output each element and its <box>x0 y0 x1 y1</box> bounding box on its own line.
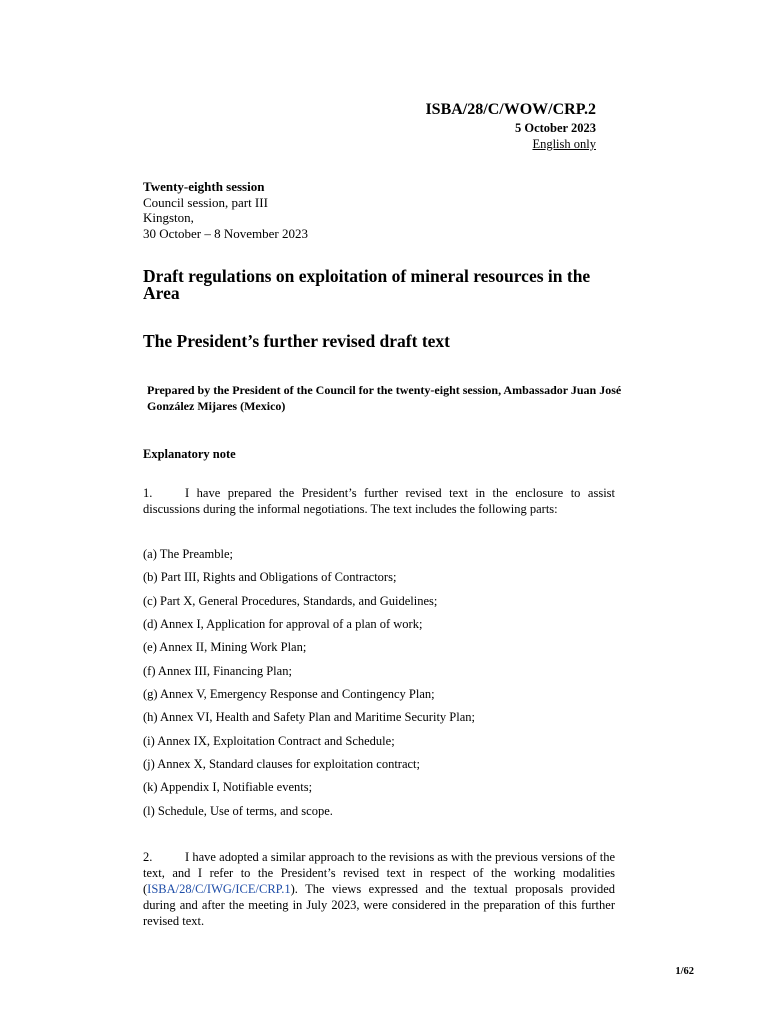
list-item: (f) Annex III, Financing Plan; <box>143 663 292 678</box>
list-item: (b) Part III, Rights and Obligations of Contractors; <box>143 570 397 585</box>
document-header <box>425 100 596 152</box>
document-reference-link[interactable]: ISBA/28/C/IWG/ICE/CRP.1 <box>147 882 291 896</box>
explanatory-note-heading: Explanatory note <box>143 447 236 461</box>
list-item: (h) Annex VI, Health and Safety Plan and Maritime Security Plan; <box>143 710 475 725</box>
list-item: (j) Annex X, Standard clauses for exploitation contract; <box>143 757 421 772</box>
parts-list <box>143 546 475 826</box>
paragraph-number: 2. <box>143 850 153 864</box>
paragraph-text-after-link: ). The views expressed and the textual proposals provided during and after the meeting in July 2023, were considered in the preparation of this further revised text. <box>143 882 615 928</box>
session-place: Kingston, <box>143 210 194 225</box>
language-note: English only <box>532 137 596 151</box>
paragraph-number: 1. <box>143 486 153 500</box>
document-title: Draft regulations on exploitation of mineral resources in the Area <box>143 266 591 303</box>
paragraph-1 <box>143 485 615 517</box>
session-info <box>143 179 308 241</box>
page-number: 1/62 <box>675 966 694 977</box>
paragraph-text-before-link: I have adopted a similar approach to the revisions as with the previous versions of the text, and I refer to the President’s revised text in respect of the working modalities ( <box>143 850 615 896</box>
paragraph-2 <box>143 849 615 929</box>
list-item: (g) Annex V, Emergency Response and Contingency Plan; <box>143 687 435 702</box>
paragraph-text: I have prepared the President’s further revised text in the enclosure to assist discussions during the informal negotiations. The text includes the following parts: <box>143 486 615 516</box>
list-item: (d) Annex I, Application for approval of a plan of work; <box>143 617 423 632</box>
list-item: (l) Schedule, Use of terms, and scope. <box>143 803 333 818</box>
session-dates: 30 October – 8 November 2023 <box>143 225 308 241</box>
list-item: (a) The Preamble; <box>143 547 234 561</box>
list-item: (k) Appendix I, Notifiable events; <box>143 780 313 795</box>
list-item: (i) Annex IX, Exploitation Contract and Schedule; <box>143 733 395 748</box>
prepared-by: Prepared by the President of the Council for the twenty-eight session, Ambassador Juan José González Mijares (Mexico) <box>147 383 622 413</box>
document-symbol: ISBA/28/C/WOW/CRP.2 <box>425 101 596 118</box>
document-subtitle: The President’s further revised draft text <box>143 331 451 351</box>
list-item: (c) Part X, General Procedures, Standards, and Guidelines; <box>143 593 438 608</box>
session-title: Twenty-eighth session <box>143 179 265 194</box>
document-date: 5 October 2023 <box>514 121 596 135</box>
session-part: Council session, part III <box>143 194 268 210</box>
list-item: (e) Annex II, Mining Work Plan; <box>143 640 307 655</box>
